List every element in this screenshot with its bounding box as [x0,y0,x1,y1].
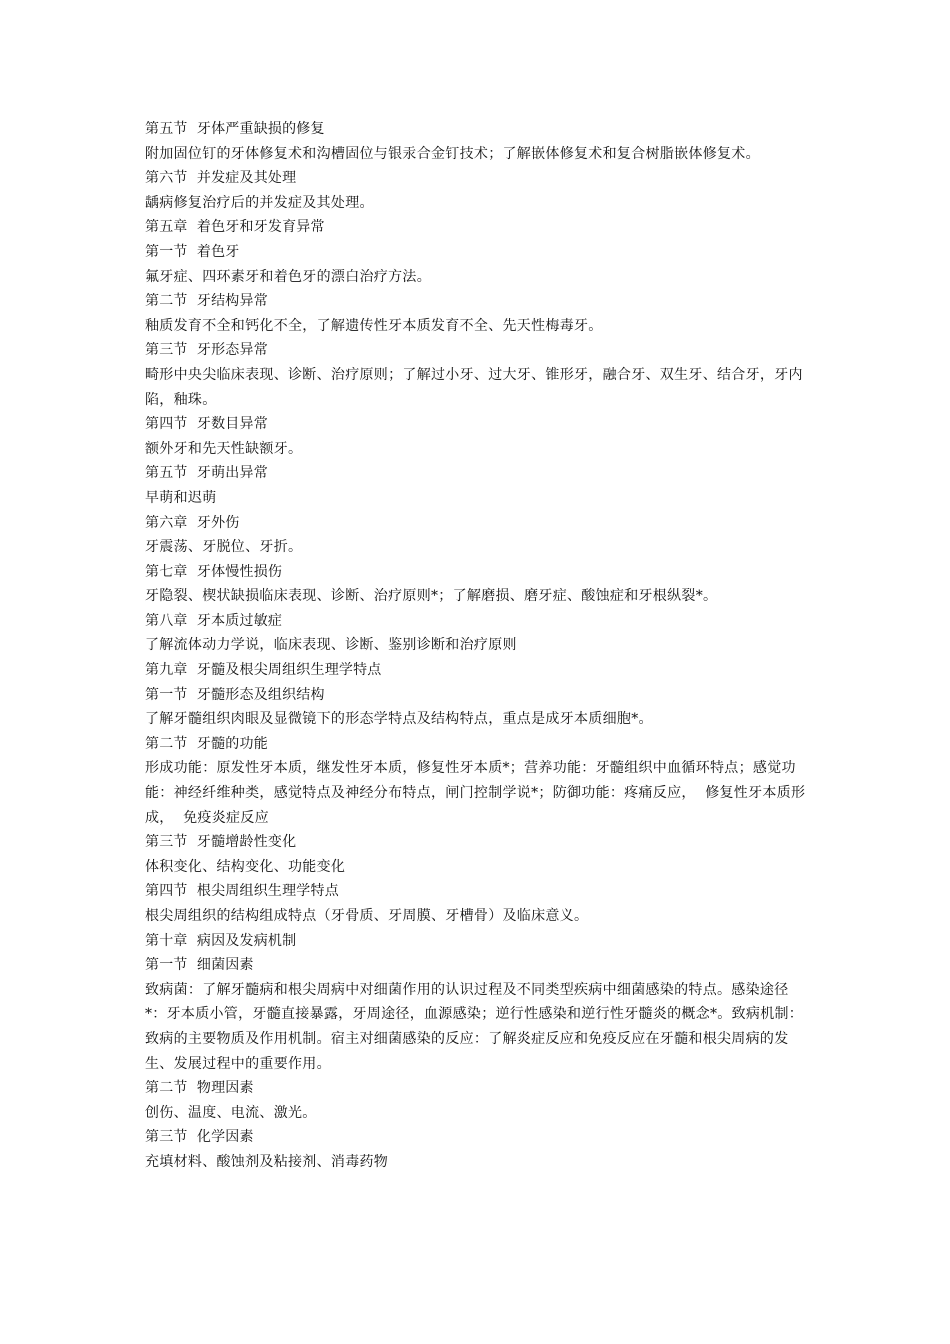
section-heading: 第三节 牙形态异常 [145,342,268,359]
section-heading: 第一节 细菌因素 [145,957,254,974]
section-text: 创伤、温度、电流、激光。 [145,1104,317,1121]
section-heading: 第二节 牙结构异常 [145,293,268,310]
section-text: 牙隐裂、楔状缺损临床表现、诊断、治疗原则*；了解磨损、磨牙症、酸蚀症和牙根纵裂*。 [145,588,718,605]
section-heading: 第一节 着色牙 [145,243,240,260]
section-heading: 第八章 牙本质过敏症 [145,612,283,629]
section-text: 畸形中央尖临床表现、诊断、治疗原则；了解过小牙、过大牙、锥形牙，融合牙、双生牙、结合牙，牙内陷，釉珠。 [145,366,803,408]
section-text: 充填材料、酸蚀剂及粘接剂、消毒药物 [145,1153,389,1170]
section-heading: 第四节 根尖周组织生理学特点 [145,883,339,900]
section-heading: 第六节 并发症及其处理 [145,170,297,187]
section-text: 形成功能：原发性牙本质，继发性牙本质，修复性牙本质*；营养功能：牙髓组织中血循环特点；感觉功能：神经纤维种类，感觉特点及神经分布特点，闸门控制学说*；防御功能：疼痛反应， 修复性牙本质形成， 免疫炎症反应 [145,760,806,826]
section-text: 附加固位钉的牙体修复术和沟槽固位与银汞合金钉技术；了解嵌体修复术和复合树脂嵌体修复术。 [145,145,760,162]
section-text: 体积变化、结构变化、功能变化 [145,858,346,875]
section-text: 龋病修复治疗后的并发症及其处理。 [145,194,374,211]
section-heading: 第六章 牙外伤 [145,514,240,531]
section-text: 额外牙和先天性缺额牙。 [145,440,303,457]
section-text: 牙震荡、牙脱位、牙折。 [145,539,303,556]
section-heading: 第五章 着色牙和牙发育异常 [145,219,325,236]
section-heading: 第二节 物理因素 [145,1080,254,1097]
section-heading: 第七章 牙体慢性损伤 [145,563,283,580]
section-text: 釉质发育不全和钙化不全，了解遗传性牙本质发育不全、先天性梅毒牙。 [145,317,603,334]
section-heading: 第二节 牙髓的功能 [145,735,268,752]
section-text: 早萌和迟萌 [145,489,217,506]
section-text: 根尖周组织的结构组成特点（牙骨质、牙周膜、牙槽骨）及临床意义。 [145,908,589,924]
section-heading: 第四节 牙数目异常 [145,416,268,433]
section-heading: 第五节 牙体严重缺损的修复 [145,121,325,137]
section-heading: 第一节 牙髓形态及组织结构 [145,686,325,703]
section-heading: 第三节 化学因素 [145,1129,254,1146]
section-heading: 第五节 牙萌出异常 [145,465,268,482]
section-heading: 第十章 病因及发病机制 [145,932,297,949]
section-heading: 第三节 牙髓增龄性变化 [145,834,297,851]
section-text: 致病菌：了解牙髓病和根尖周病中对细菌作用的认识过程及不同类型疾病中细菌感染的特点。感染途径*：牙本质小管，牙髓直接暴露，牙周途径，血源感染；逆行性感染和逆行性牙髓炎的概念*。致病机制：致病的主要物质及作用机制。宿主对细菌感染的反应：了解炎症反应和免疫反应在牙髓和根尖周病的发生、发展过程中的重要作用。 [145,981,804,1072]
section-heading: 第九章 牙髓及根尖周组织生理学特点 [145,662,382,679]
section-text: 了解牙髓组织肉眼及显微镜下的形态学特点及结构特点，重点是成牙本质细胞*。 [145,711,653,728]
document-page [145,117,810,1175]
section-text: 氟牙症、四环素牙和着色牙的漂白治疗方法。 [145,268,431,285]
section-text: 了解流体动力学说，临床表现、诊断、鉴别诊断和治疗原则 [145,637,517,654]
